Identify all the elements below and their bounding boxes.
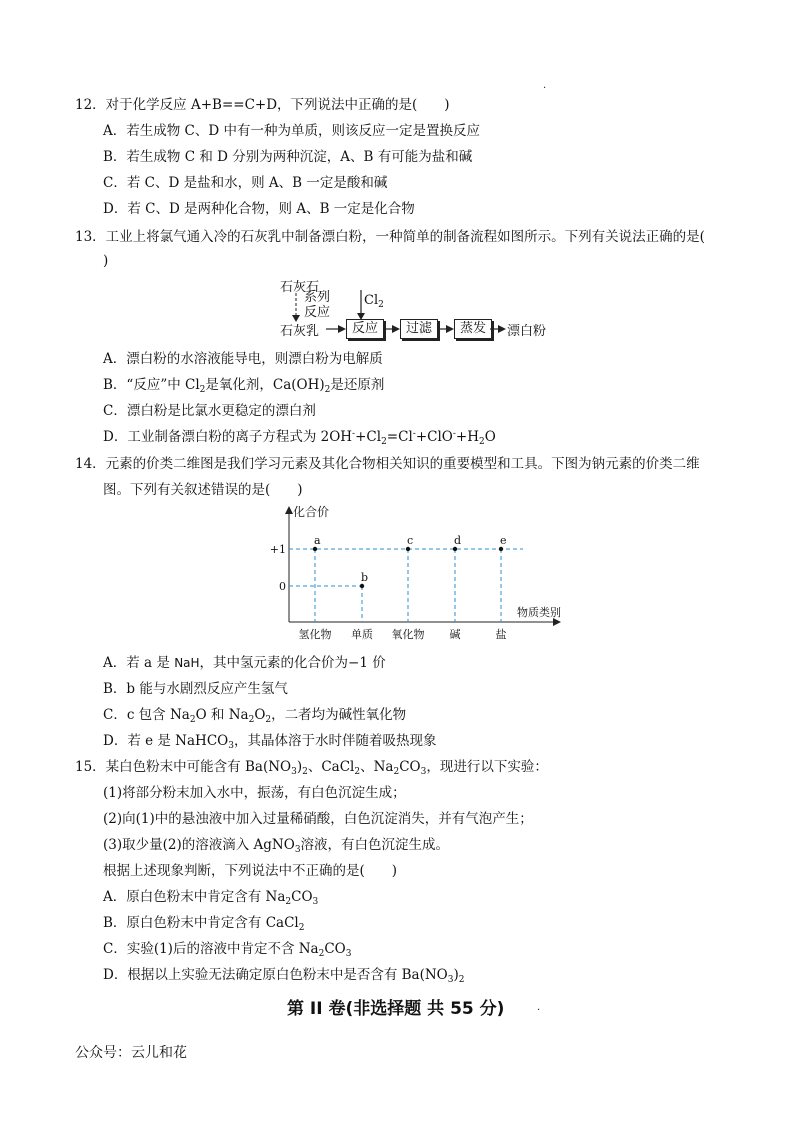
flow-box-reaction: 反应 <box>346 319 384 339</box>
q13-option-d: D．工业制备漂白粉的离子方程式为 $2OH^-+Cl_2=Cl^-+ClO^-+H_2O$ <box>103 429 496 447</box>
q14-option-d: D．若 e 是 NaHCO$_3$，其晶体溶于水时伴随着吸热现象 <box>103 733 437 751</box>
flow-arrow-3 <box>438 324 454 334</box>
q13-stem-bracket: ) <box>103 253 109 269</box>
x-tick-label: 氧化物 <box>391 628 425 641</box>
flow-dashed-arrow <box>290 293 302 323</box>
q15-stem: 15．某白色粉末中可能含有 $Ba(NO_3)_2$、CaCl$_2$、$Na_2CO_3$，现进行以下实验： <box>75 759 548 777</box>
y-tick-label: +1 <box>269 543 286 556</box>
q14-option-a: A．若 a 是 NaH，其中氢元素的化合价为−1 价 <box>103 655 386 671</box>
valence-class-chart <box>265 502 565 642</box>
q15-option-a: A．原白色粉末中肯定含有 $Na_2CO_3$ <box>103 889 319 907</box>
data-label-e: e <box>500 534 507 547</box>
flow-lime-milk: 石灰乳 <box>280 324 320 339</box>
flow-arrow-1 <box>326 324 346 334</box>
q12-option-d: D．若 C、D 是两种化合物，则 A、B 一定是化合物 <box>103 201 415 217</box>
x-tick-label: 氢化物 <box>298 628 332 641</box>
q12-option-a: A．若生成物 C、D 中有一种为单质，则该反应一定是置换反应 <box>103 123 480 139</box>
q14-stem: 14．元素的价类二维图是我们学习元素及其化合物相关知识的重要模型和工具。下图为钠元素的价类二维 <box>75 456 700 472</box>
footer-account: 公众号：云儿和花 <box>75 1045 187 1061</box>
q13-option-a: A．漂白粉的水溶液能导电，则漂白粉为电解质 <box>103 351 383 367</box>
q15-option-b: B．原白色粉末中肯定含有 CaCl$_2$ <box>103 915 305 933</box>
flow-arrow-4 <box>490 324 506 334</box>
q15-option-d: D．根据以上实验无法确定原白色粉末中是否含有 $Ba(NO_3)_2$ <box>103 967 465 985</box>
q13-option-c: C．漂白粉是比氯水更稳定的漂白剂 <box>103 403 316 419</box>
section-title: 第 II 卷(非选择题 共 55 分) <box>287 999 505 1019</box>
flow-cl2: $Cl_2$ <box>364 293 384 310</box>
flow-series-label-2: 反应 <box>304 305 331 320</box>
flow-limestone: 石灰石 <box>280 280 320 295</box>
data-point-b <box>360 584 364 588</box>
x-axis-label: 物质类别 <box>517 606 561 619</box>
q12-option-c: C．若 C、D 是盐和水，则 A、B 一定是酸和碱 <box>103 175 388 191</box>
flow-box-filter: 过滤 <box>400 319 438 339</box>
flow-arrow-2 <box>384 324 400 334</box>
flow-product: 漂白粉 <box>507 324 547 339</box>
q15-experiment-3: (3)取少量(2)的溶液滴入 AgNO$_3$溶液，有白色沉淀生成。 <box>103 837 450 855</box>
x-axis-arrow <box>553 618 561 626</box>
data-label-d: d <box>454 534 462 547</box>
flow-box-evaporate: 蒸发 <box>454 319 492 339</box>
data-point-e <box>499 547 503 551</box>
corner-mark: . <box>543 80 547 91</box>
q13-stem: 13．工业上将氯气通入冷的石灰乳中制备漂白粉，一种简单的制备流程如图所示。下列有关说法正确的是( <box>75 229 705 245</box>
q14-stem-line2: 图。下列有关叙述错误的是( ) <box>103 482 303 498</box>
section-mark: . <box>537 1002 541 1013</box>
data-label-b: b <box>361 571 369 584</box>
q14-option-b: B．b 能与水剧烈反应产生氢气 <box>103 681 288 697</box>
q14-option-c: C．c 包含 $Na_2O$ 和 $Na_2O_2$，二者均为碱性氧化物 <box>103 707 407 725</box>
x-tick-label: 单质 <box>351 628 373 641</box>
data-label-c: c <box>407 534 414 547</box>
q15-experiment-2: (2)向(1)中的悬浊液中加入过量稀硝酸，白色沉淀消失，并有气泡产生； <box>103 811 533 827</box>
data-point-c <box>406 547 410 551</box>
q13-option-b: B．“反应”中 $Cl_2$是氧化剂，$Ca(OH)_2$是还原剂 <box>103 377 385 395</box>
y-axis-arrow <box>285 506 293 514</box>
q15-question: 根据上述现象判断，下列说法中不正确的是( ) <box>103 863 398 879</box>
flow-series-label-1: 系列 <box>304 290 331 305</box>
x-tick-label: 盐 <box>495 628 507 641</box>
y-axis-label: 化合价 <box>293 505 330 519</box>
q15-experiment-1: (1)将部分粉末加入水中，振荡，有白色沉淀生成； <box>103 785 406 801</box>
flow-cl2-arrow <box>356 290 366 320</box>
data-label-a: a <box>314 534 321 547</box>
data-point-a <box>313 547 317 551</box>
data-point-d <box>453 547 457 551</box>
q12-option-b: B．若生成物 C 和 D 分别为两种沉淀，A、B 有可能为盐和碱 <box>103 149 473 165</box>
x-tick-label: 碱 <box>449 628 461 641</box>
q12-stem: 12．对于化学反应 A+B==C+D，下列说法中正确的是( ) <box>75 97 450 113</box>
q15-option-c: C．实验(1)后的溶液中肯定不含 $Na_2CO_3$ <box>103 941 352 959</box>
y-tick-label: 0 <box>279 580 286 593</box>
